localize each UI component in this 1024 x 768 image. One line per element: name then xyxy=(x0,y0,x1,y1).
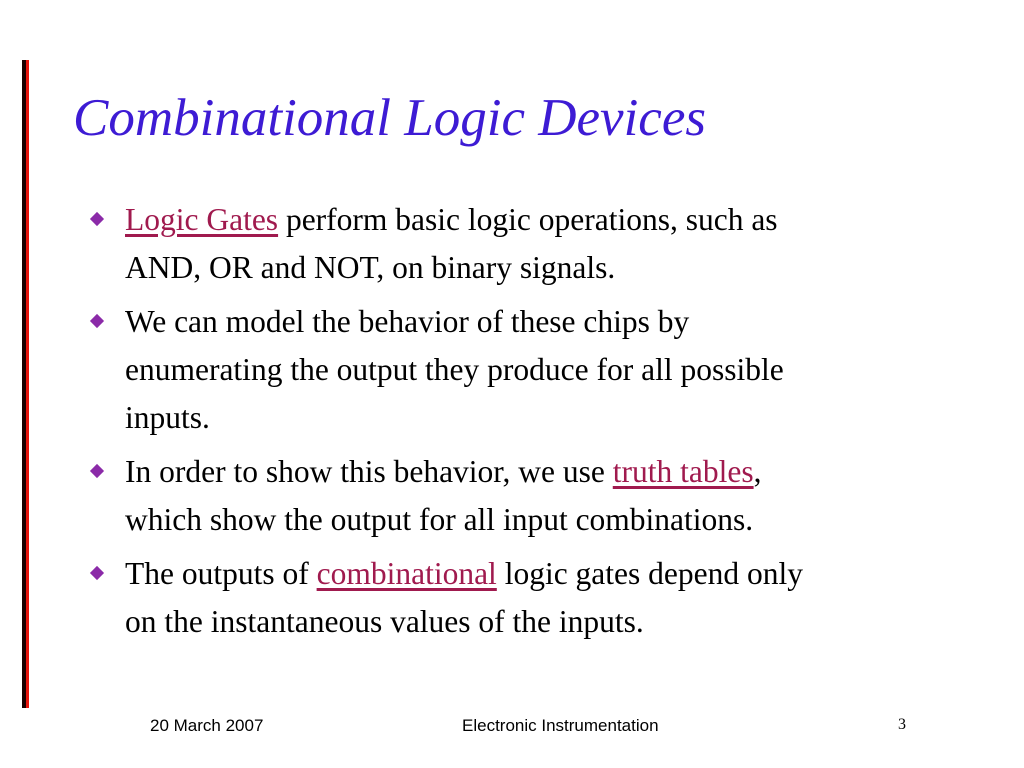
bullet-text: AND, OR and NOT, on binary signals. xyxy=(125,250,616,285)
bullet-text: logic gates depend only xyxy=(496,556,803,591)
footer-title: Electronic Instrumentation xyxy=(462,716,659,735)
bullet-text: perform basic logic operations, such as xyxy=(278,202,778,237)
bullet-item-logic-gates xyxy=(90,196,990,292)
combinational-link[interactable]: combinational xyxy=(316,556,497,591)
bullet-text: on the instantaneous values of the inputs. xyxy=(125,604,644,639)
diamond-bullet-icon xyxy=(90,314,104,328)
bullet-item-truth-tables xyxy=(90,448,990,544)
bullet-text: , xyxy=(753,454,762,489)
bullet-text: In order to show this behavior, we use xyxy=(125,454,613,489)
diamond-bullet-icon xyxy=(90,566,104,580)
truth-tables-link[interactable]: truth tables xyxy=(612,454,754,489)
logic-gates-link[interactable]: Logic Gates xyxy=(125,202,279,237)
left-accent-bar xyxy=(26,60,29,708)
diamond-bullet-icon xyxy=(90,212,104,226)
page-number: 3 xyxy=(898,716,906,733)
bullet-text: which show the output for all input combinations. xyxy=(125,502,754,537)
footer-date: 20 March 2007 xyxy=(150,716,264,735)
bullet-text: enumerating the output they produce for all possible xyxy=(125,352,784,387)
slide-title: Combinational Logic Devices xyxy=(73,89,706,147)
bullet-list xyxy=(90,196,990,652)
bullet-text: inputs. xyxy=(125,400,210,435)
bullet-text: The outputs of xyxy=(125,556,317,591)
bullet-item-model-behavior xyxy=(90,298,990,442)
diamond-bullet-icon xyxy=(90,464,104,478)
bullet-item-combinational xyxy=(90,550,990,646)
bullet-text: We can model the behavior of these chips by xyxy=(125,304,690,339)
